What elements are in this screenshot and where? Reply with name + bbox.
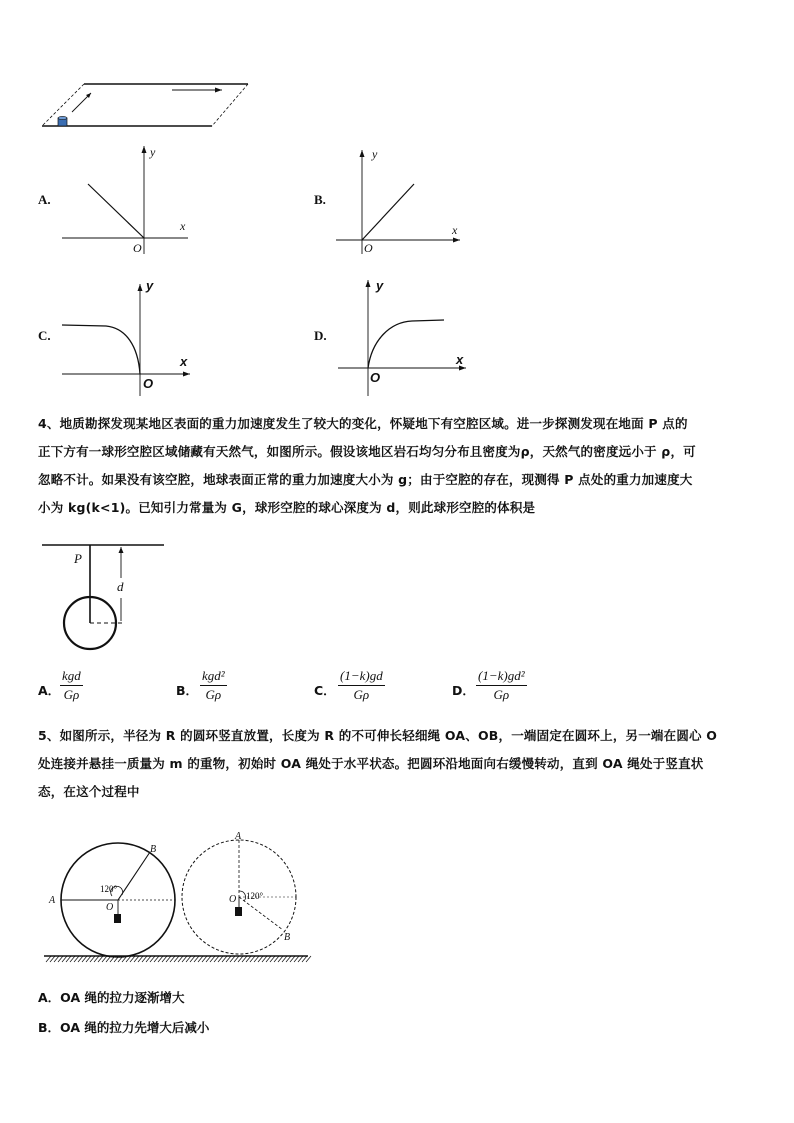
graph-a-x-label: x [180, 219, 186, 233]
hatch-mark [214, 956, 219, 962]
hatch-mark [222, 956, 227, 962]
hatch-mark [134, 956, 139, 962]
q4-option-b-letter: B． [176, 683, 199, 698]
left-label-a: A [49, 895, 56, 906]
ground-hatch [44, 956, 311, 962]
hatch-mark [86, 956, 91, 962]
hatch-mark [190, 956, 195, 962]
hatch-mark [154, 956, 159, 962]
point-p-label: P [74, 551, 82, 566]
hatch-mark [298, 956, 303, 962]
hatch-mark [130, 956, 135, 962]
graph-d-x-label: x [456, 352, 464, 367]
hatch-mark [238, 956, 243, 962]
hatch-mark [78, 956, 83, 962]
graph-a [62, 145, 188, 255]
q4-text [38, 410, 758, 522]
ring-figure-left [48, 843, 175, 957]
q4-line-3: 忽略不计。如果没有该空腔，地球表面正常的重力加速度大小为 g；由于空腔的存在，现测得 P 点处的重力加速度大 [38, 472, 693, 487]
q4-option-a-num: kgd [60, 668, 83, 686]
hatch-mark [66, 956, 71, 962]
hatch-mark [142, 956, 147, 962]
hatch-mark [246, 956, 251, 962]
hatch-mark [206, 956, 211, 962]
hatch-mark [290, 956, 295, 962]
q4-option-d-formula [476, 668, 527, 703]
q4-option-c-formula [338, 668, 385, 703]
graph-c-x-label: x [180, 354, 188, 369]
graph-b-origin: O [364, 241, 373, 255]
hatch-mark [254, 956, 259, 962]
hatch-mark [230, 956, 235, 962]
hatch-mark [210, 956, 215, 962]
right-label-b: B [284, 932, 291, 943]
hatch-mark [182, 956, 187, 962]
q5-line-2: 处连接并悬挂一质量为 m 的重物，初始时 OA 绳处于水平状态。把圆环沿地面向右缓慢转动，直到 OA 绳处于竖直状 [38, 756, 704, 771]
block-icon [58, 116, 67, 126]
graph-b-y-label: y [372, 147, 378, 161]
q5-line-1: 5、如图所示，半径为 R 的圆环竖直放置，长度为 R 的不可伸长轻细绳 OA、OB，一端固定在圆环上，另一端在圆心 O [38, 728, 718, 743]
graph-a-letter: A. [38, 192, 51, 207]
hatch-mark [194, 956, 199, 962]
hatch-mark [294, 956, 299, 962]
hatch-mark [266, 956, 271, 962]
q4-option-b-num: kgd² [200, 668, 227, 686]
hatch-mark [198, 956, 203, 962]
hatch-mark [262, 956, 267, 962]
velocity-arrow-right [172, 88, 222, 93]
hatch-mark [54, 956, 59, 962]
hatch-mark [74, 956, 79, 962]
q5-option-b: B．OA 绳的拉力先增大后减小 [38, 1020, 210, 1035]
hatch-mark [242, 956, 247, 962]
q4-option-d-num: (1−k)gd² [476, 668, 527, 686]
hatch-mark [270, 956, 275, 962]
depth-d-label: d [117, 579, 124, 594]
hatch-mark [94, 956, 99, 962]
hatch-mark [166, 956, 171, 962]
graph-b-x-label: x [452, 223, 458, 237]
hatch-mark [70, 956, 75, 962]
hatch-mark [274, 956, 279, 962]
hatch-mark [258, 956, 263, 962]
hatch-mark [202, 956, 207, 962]
hatch-mark [62, 956, 67, 962]
q4-option-a-den: Gρ [63, 687, 80, 702]
graph-d-letter: D. [314, 328, 327, 343]
graph-c-y-label: y [146, 278, 154, 293]
hatch-mark [150, 956, 155, 962]
q4-option-c-den: Gρ [353, 687, 370, 702]
hatch-mark [102, 956, 107, 962]
q4-option-a-formula [60, 668, 83, 703]
q4-option-b-formula [200, 668, 227, 703]
q4-option-d-den: Gρ [493, 687, 510, 702]
hatch-mark [170, 956, 175, 962]
hatch-mark [278, 956, 283, 962]
hatch-mark [226, 956, 231, 962]
hatch-mark [178, 956, 183, 962]
right-label-o: O [229, 894, 237, 905]
q4-option-c-num: (1−k)gd [338, 668, 385, 686]
hatch-mark [286, 956, 291, 962]
graph-d-origin: O [370, 370, 381, 385]
hatch-mark [158, 956, 163, 962]
graph-b [336, 147, 460, 255]
hatch-mark [282, 956, 287, 962]
hatch-mark [186, 956, 191, 962]
q4-line-4: 小为 kg(k<1)。已知引力常量为 G，球形空腔的球心深度为 d，则此球形空腔的体积是 [38, 500, 536, 515]
hatch-mark [98, 956, 103, 962]
q5-option-a: A．OA 绳的拉力逐渐增大 [38, 990, 185, 1005]
hatch-mark [302, 956, 307, 962]
graph-d [338, 278, 466, 396]
q5-line-3: 态，在这个过程中 [38, 784, 140, 799]
hatch-mark [306, 956, 311, 962]
graph-a-origin: O [133, 241, 142, 255]
hatch-mark [146, 956, 151, 962]
hatch-mark [46, 956, 51, 962]
right-label-a: A [235, 831, 242, 842]
left-label-b: B [150, 844, 157, 855]
graph-d-y-label: y [376, 278, 384, 293]
hatch-mark [90, 956, 95, 962]
hatch-mark [50, 956, 55, 962]
q4-line-1: 4、地质勘探发现某地区表面的重力加速度发生了较大的变化，怀疑地下有空腔区域。进一步探测发现在地面 P 点的 [38, 416, 688, 431]
graph-c [62, 278, 190, 396]
left-label-o: O [106, 902, 114, 913]
graph-a-y-label: y [150, 145, 156, 159]
hatch-mark [218, 956, 223, 962]
q4-line-2: 正下方有一球形空腔区域储藏有天然气，如图所示。假设该地区岩石均匀分布且密度为ρ，天然气的密度远小于 ρ，可 [38, 444, 696, 459]
graph-c-letter: C. [38, 328, 51, 343]
q5-text [38, 722, 758, 806]
right-angle-label: 120° [246, 891, 264, 901]
hatch-mark [234, 956, 239, 962]
hatch-mark [162, 956, 167, 962]
hatch-mark [250, 956, 255, 962]
graph-c-origin: O [143, 376, 154, 391]
hatch-mark [82, 956, 87, 962]
q4-option-c-letter: C． [314, 683, 336, 698]
q4-option-b-den: Gρ [205, 687, 222, 702]
q4-option-d-letter: D． [452, 683, 475, 698]
velocity-arrow-up [72, 93, 91, 112]
hatch-mark [138, 956, 143, 962]
hatch-mark [174, 956, 179, 962]
graph-b-letter: B. [314, 192, 326, 207]
hatch-mark [58, 956, 63, 962]
q4-option-a-letter: A． [38, 683, 61, 698]
cavity-figure [42, 545, 164, 649]
ring-figure-right [182, 831, 296, 954]
left-angle-label: 120° [100, 884, 118, 894]
